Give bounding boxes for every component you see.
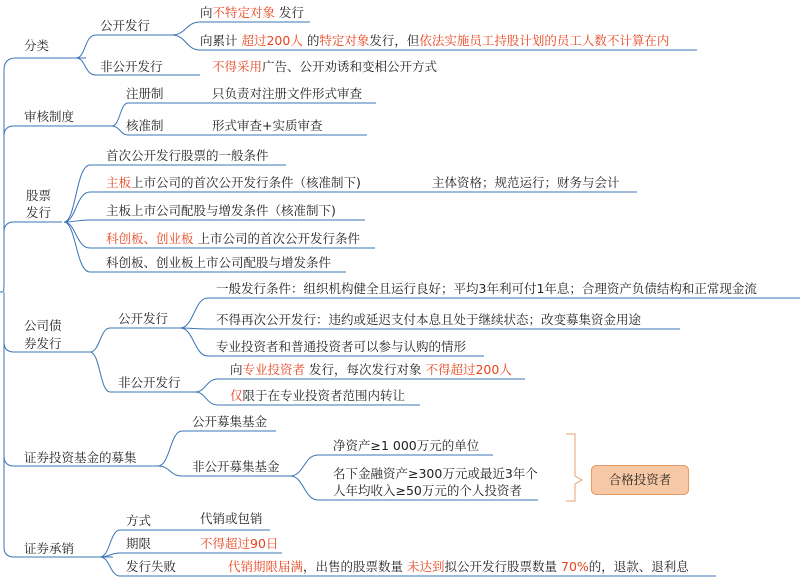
node-approval-desc: 形式审查+实质审查: [212, 118, 323, 133]
node-nonpublic-item: [212, 59, 437, 75]
text: ，出售的股票数量: [303, 559, 407, 574]
text: 向: [200, 5, 213, 20]
qualified-investor-badge: 合格投资者: [591, 465, 689, 495]
node-bond-nonpublic-item-1: [230, 362, 512, 378]
highlight: 主板: [106, 175, 132, 190]
node-public-issue: 公开发行: [100, 18, 151, 33]
node-bond-public-item-3: 专业投资者和普通投资者可以参与认购的情形: [216, 339, 467, 354]
text: 向累计: [200, 33, 242, 48]
highlight: 超过200人: [241, 33, 303, 48]
node-underwriting-period-desc: 不得超过90日: [200, 536, 279, 551]
node-bond-public-item-1: 一般发行条件：组织机构健全且运行良好；平均3年利可付1年息；合理资产负债结构和正常现金流: [216, 281, 757, 296]
highlight: 未达到: [407, 559, 445, 574]
qualified-investor-bracket: [566, 434, 582, 501]
node-bond-public-item-2: 不得再次公开发行：违约或延迟支付本息且处于继续状态；改变募集资金用途: [216, 312, 642, 327]
node-stock-item-4: [106, 231, 360, 247]
text: 限于在专业投资者范围内转让: [242, 388, 406, 403]
highlight: 代销期限届满: [228, 559, 304, 574]
node-underwriting-method: 方式: [126, 513, 152, 528]
node-approval: 核准制: [126, 118, 164, 133]
text: 的，退款、退利息: [588, 559, 689, 574]
node-fund-item-2-line2: 人年均收入≥50万元的个人投资者: [333, 483, 522, 498]
node-underwriting-method-desc: 代销或包销: [200, 511, 263, 526]
node-public-item-2: [200, 33, 669, 49]
node-bond-nonpublic: 非公开发行: [118, 375, 181, 390]
node-fund-raising: 证券投资基金的募集: [24, 450, 137, 465]
node-underwriting-failure: 发行失败: [126, 559, 177, 574]
node-fund-item-2-line1: 名下金融资产≥300万元或最近3年个: [333, 466, 538, 481]
node-public-fund: 公开募集基金: [192, 414, 268, 429]
node-stock-item-1: 首次公开发行股票的一般条件: [106, 148, 269, 163]
highlight: 特定对象: [319, 33, 370, 48]
text: 向: [230, 362, 243, 377]
highlight: 70%: [561, 559, 589, 574]
highlight: 依法实施员工持股计划的员工人数不计算在内: [419, 33, 670, 48]
node-review-system: 审核制度: [24, 109, 75, 124]
node-registration: 注册制: [126, 86, 164, 101]
text: 发行，但: [369, 33, 420, 48]
node-bond-nonpublic-item-2: [230, 388, 405, 404]
text: 发行，每次发行对象: [305, 362, 426, 377]
node-underwriting-failure-desc: [228, 559, 689, 575]
node-stock-item-2: [106, 175, 361, 191]
node-public-item-1: [200, 5, 304, 21]
node-nonpublic-fund: 非公开募集基金: [192, 459, 280, 474]
highlight: 不特定对象: [212, 5, 276, 20]
highlight: 仅: [230, 388, 243, 403]
text: 上市公司的首次公开发行条件（核准制下): [131, 175, 361, 190]
node-stock-issue-line2: 发行: [26, 205, 52, 220]
text: 拟公开发行股票数量: [444, 559, 561, 574]
node-fund-item-1: 净资产≥1 000万元的单位: [333, 438, 480, 453]
text: 上市公司的首次公开发行条件: [193, 231, 360, 246]
node-stock-item-3: 主板上市公司配股与增发条件（核准制下): [106, 203, 336, 218]
node-stock-item-5: 科创板、创业板上市公司配股与增发条件: [106, 255, 332, 270]
node-nonpublic-issue: 非公开发行: [100, 59, 163, 74]
text: 的: [302, 33, 320, 48]
text: 发行: [275, 5, 305, 20]
highlight: 科创板、创业板: [106, 231, 194, 246]
node-classification: 分类: [24, 38, 50, 53]
highlight: 不得超过200人: [425, 362, 512, 377]
highlight: 专业投资者: [242, 362, 306, 377]
node-underwriting: 证券承销: [24, 541, 75, 556]
node-bond-public: 公开发行: [118, 311, 169, 326]
node-registration-desc: 只负责对注册文件形式审查: [212, 86, 363, 101]
node-underwriting-period: 期限: [126, 536, 152, 551]
node-bond-issue-line2: 券发行: [24, 336, 62, 351]
text: 广告、公开劝诱和变相公开方式: [262, 59, 438, 74]
node-stock-item-2-detail: 主体资格；规范运行；财务与会计: [432, 175, 620, 190]
highlight: 不得采用: [212, 59, 263, 74]
node-bond-issue-line1: 公司债: [24, 318, 62, 333]
node-stock-issue-line1: 股票: [26, 188, 52, 203]
